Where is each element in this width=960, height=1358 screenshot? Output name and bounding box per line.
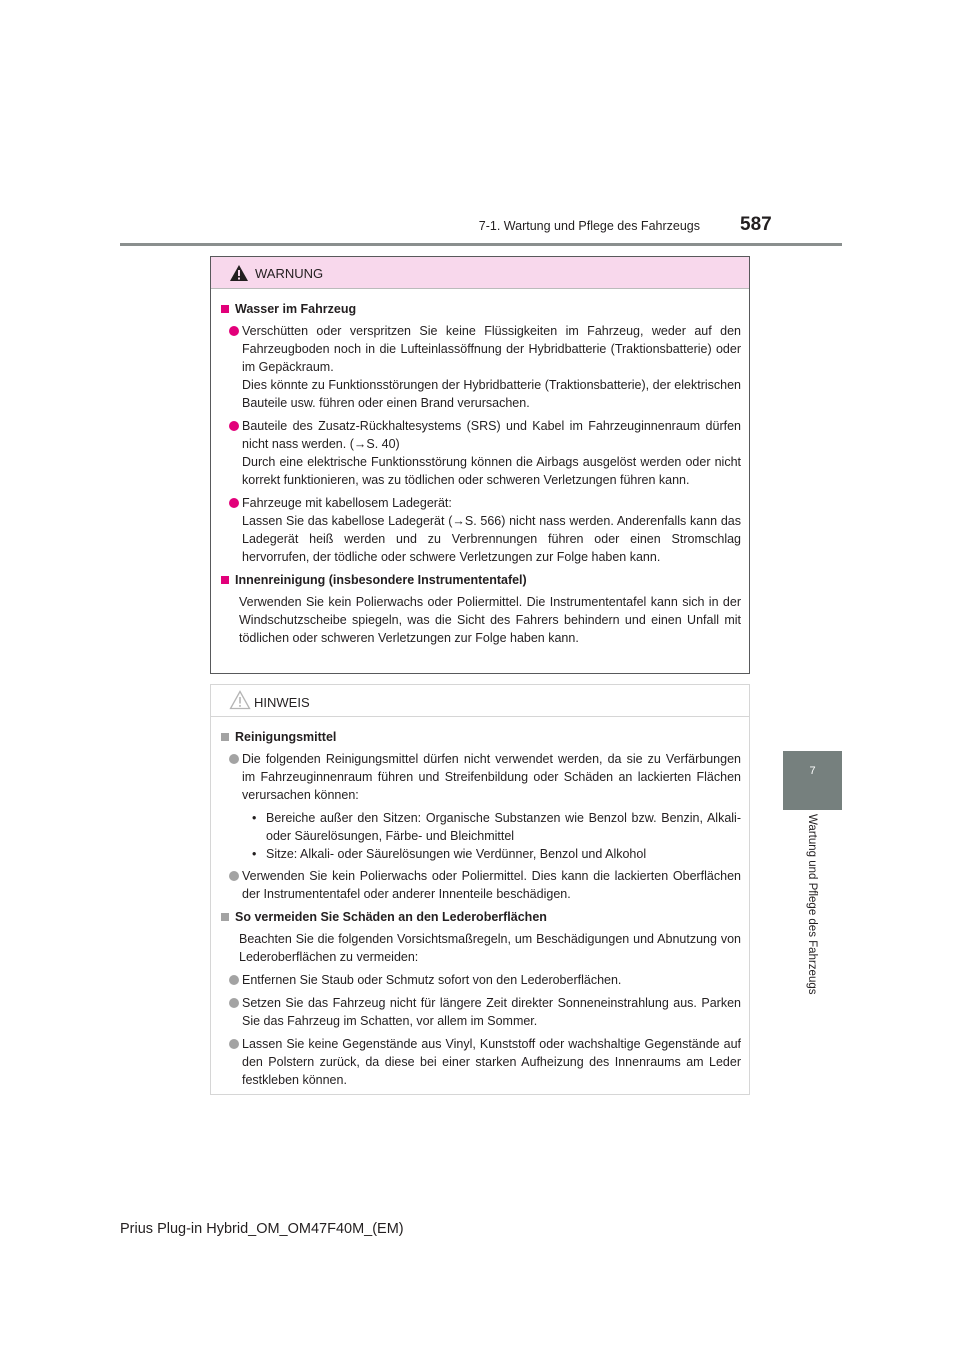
section-title: Reinigungsmittel [235,730,337,744]
sub-list-item: • Sitze: Alkali- oder Säurelösungen wie Verdünner, Benzol und Alkohol [252,847,647,861]
circle-bullet-icon [229,754,239,764]
circle-bullet-icon [229,998,239,1008]
note-box [210,684,750,1095]
chapter-label: Wartung und Pflege des Fahrzeugs [806,814,818,995]
circle-bullet-icon [229,871,239,881]
running-header: 7-1. Wartung und Pflege des Fahrzeugs [478,219,700,233]
square-bullet-icon [221,913,229,921]
header-rule [120,243,842,246]
warning-heading: WARNUNG [255,266,324,281]
square-bullet-icon [221,733,229,741]
warning-section-water [221,300,741,566]
note-body [211,717,749,1089]
section-title: Wasser im Fahrzeug [235,302,357,316]
circle-bullet-icon [229,326,239,336]
note-section-cleaners [221,728,741,903]
page-number: 587 [740,214,772,235]
list-item: Bauteile des Zusatz-Rückhaltesystems (SRS) und Kabel im Fahrzeuginnenraum dürfen nicht nass werden. (→S. 40) Durch eine elektrische Funktionsstörung können die Airbags ausgelöst werden oder nicht korrekt funktionieren, was zu tödlichen oder schweren Verletzungen führen kann. [221,417,741,489]
warning-body [211,289,749,647]
warning-header [211,257,749,289]
list-item: Entfernen Sie Staub oder Schmutz sofort von den Lederoberflächen. [221,971,741,989]
circle-bullet-icon [229,975,239,985]
paragraph: Verwenden Sie kein Polierwachs oder Poliermittel. Die Instrumententafel kann sich in der Windschutzscheibe spiegeln, was die Sicht des Fahrers behindern und einen Unfall mit tödlichen oder schweren Verletzungen zur Folge haben kann. [239,595,741,645]
footer-document-id: Prius Plug-in Hybrid_OM_OM47F40M_(EM) [120,1221,404,1237]
warning-box [210,256,750,674]
warning-section-interior [221,571,741,647]
list-item: Lassen Sie keine Gegenstände aus Vinyl, Kunststoff oder wachshaltige Gegenstände auf den Polstern zurück, da diese bei einer starken Aufheizung des Innenraums am Leder festkleben können. [221,1035,741,1089]
section-title: So vermeiden Sie Schäden an den Lederoberflächen [235,910,547,924]
sub-list-item: • Bereiche außer den Sitzen: Organische Substanzen wie Benzol bzw. Benzin, Alkali- oder Säurelösungen, Färbe- und Bleichmittel [252,811,741,843]
circle-bullet-icon [229,421,239,431]
caution-triangle-icon [229,690,251,721]
note-heading: HINWEIS [254,695,310,710]
circle-bullet-icon [229,1039,239,1049]
list-item: Fahrzeuge mit kabellosem Ladegerät: Lassen Sie das kabellose Ladegerät (→S. 566) nicht nass werden. Anderenfalls kann das Ladegerät heiß werden und zu Verbrennungen führen oder einen Stromschlag hervorrufen, der tödliche oder schwere Verletzungen zur Folge haben kann. [221,494,741,566]
paragraph: Beachten Sie die folgenden Vorsichtsmaßregeln, um Beschädigungen und Abnutzung von Lederoberflächen zu vermeiden: [239,932,741,964]
list-item: Die folgenden Reinigungsmittel dürfen nicht verwendet werden, da sie zu Verfärbungen im Fahrzeuginnenraum führen und Streifenbildung oder Schäden an lackierten Flächen verursachen können: [221,750,741,804]
circle-bullet-icon [229,498,239,508]
note-header [211,685,749,717]
note-section-leather [221,908,741,1089]
list-item: Verwenden Sie kein Polierwachs oder Poliermittel. Dies kann die lackierten Oberflächen der Instrumententafel oder anderer Innenteile beschädigen. [221,867,741,903]
list-item: Verschütten oder verspritzen Sie keine Flüssigkeiten im Fahrzeug, weder auf den Fahrzeugboden noch in die Lufteinlassöffnung der Hybridbatterie (Traktionsbatterie) oder im Gepäckraum. Dies könnte zu Funktionsstörungen der Hybridbatterie (Traktionsbatterie), der elektrischen Bauteile usw. führen oder einen Brand verursachen. [221,322,741,412]
sub-list [252,809,741,863]
warning-triangle-icon [229,262,249,293]
square-bullet-icon [221,576,229,584]
chapter-tab: 7 [783,751,842,810]
square-bullet-icon [221,305,229,313]
section-title: Innenreinigung (insbesondere Instrumententafel) [235,573,527,587]
list-item: Setzen Sie das Fahrzeug nicht für längere Zeit direkter Sonneneinstrahlung aus. Parken Sie das Fahrzeug im Schatten, vor allem im Sommer. [221,994,741,1030]
